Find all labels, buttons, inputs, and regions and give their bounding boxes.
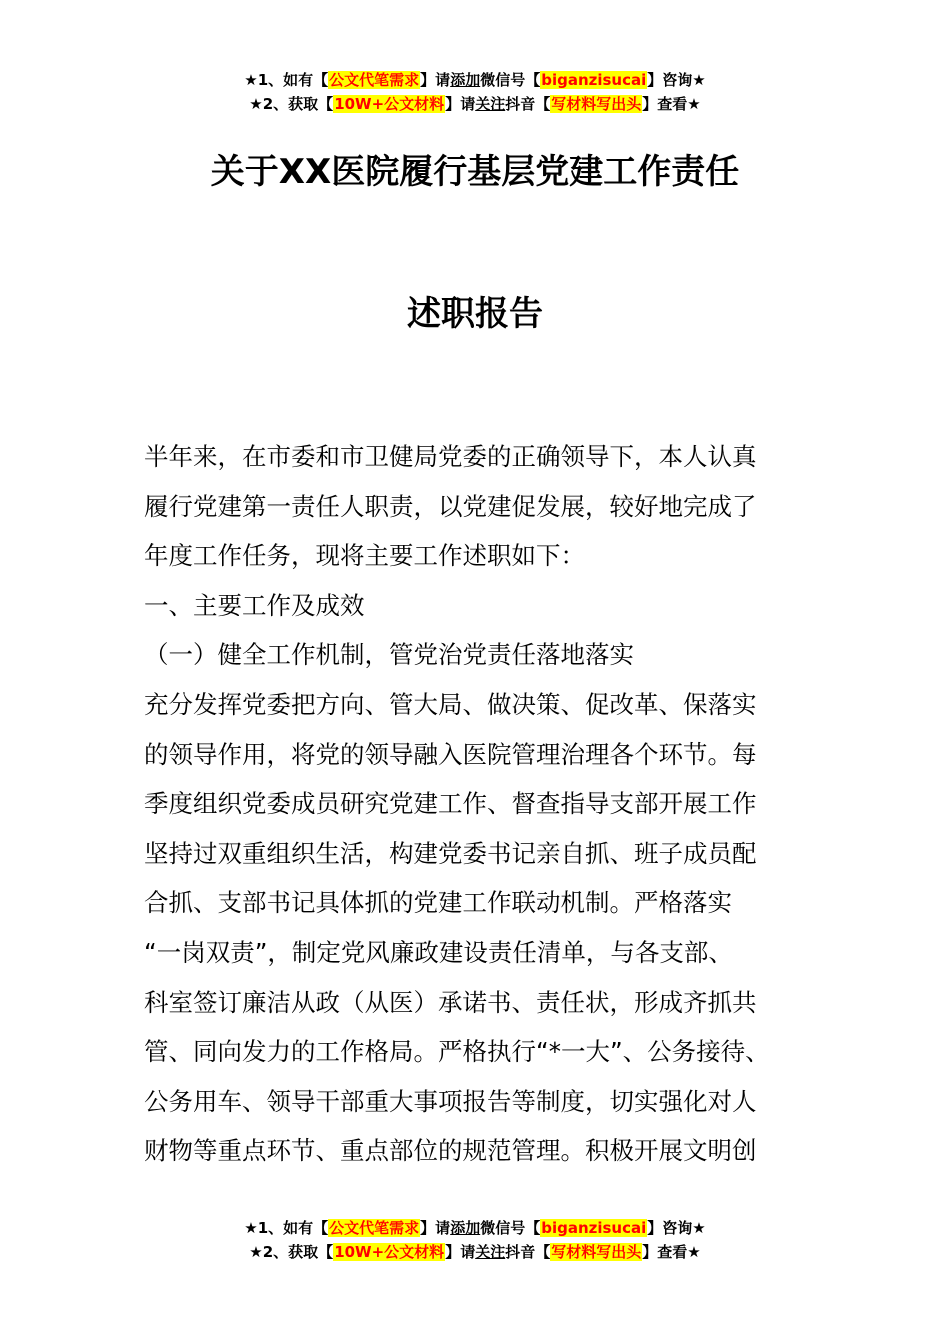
banner-line-2: ★2、获取【10W+公文材料】请关注抖音【写材料写出头】查看★	[249, 95, 701, 113]
document-title: 关于XX医院履行基层党建工作责任	[210, 152, 740, 192]
banner-highlight: 写材料写出头	[551, 95, 642, 113]
section-heading: 一、主要工作及成效	[144, 590, 365, 620]
banner-highlight: 写材料写出头	[551, 1243, 642, 1261]
body-line: 坚持过双重组织生活，构建党委书记亲自抓、班子成员配	[144, 838, 757, 868]
subsection-heading: （一）健全工作机制，管党治党责任落地落实	[144, 640, 634, 670]
document-title-line-2: 述职报告	[407, 294, 543, 334]
body-line: 半年来，在市委和市卫健局党委的正确领导下，本人认真	[144, 442, 757, 471]
banner-line-1: ★1、如有【公文代笔需求】请添加微信号【biganzisucai】咨询★	[244, 1219, 706, 1237]
banner-highlight: 10W+公文材料	[334, 95, 445, 113]
body-line: 合抓、支部书记具体抓的党建工作联动机制。严格落实	[144, 888, 732, 918]
body-line: 履行党建第一责任人职责，以党建促发展，较好地完成了	[144, 491, 757, 521]
body-line: 管、同向发力的工作格局。严格执行“*一大”、公务接待、	[144, 1037, 770, 1067]
banner-highlight: 公文代笔需求	[329, 1219, 420, 1237]
banner-line-2: ★2、获取【10W+公文材料】请关注抖音【写材料写出头】查看★	[249, 1243, 701, 1261]
banner-highlight: 10W+公文材料	[334, 1243, 445, 1261]
body-line: 年度工作任务，现将主要工作述职如下：	[144, 541, 585, 571]
body-line: “一岗双责”，制定党风廉政建设责任清单，与各支部、	[144, 937, 733, 967]
body-line: 财物等重点环节、重点部位的规范管理。积极开展文明创	[144, 1136, 757, 1166]
body-line: 季度组织党委成员研究党建工作、督查指导支部开展工作	[144, 789, 757, 819]
body-line: 的领导作用，将党的领导融入医院管理治理各个环节。每	[144, 739, 757, 769]
banner-highlight: 公文代笔需求	[329, 71, 420, 89]
document-body	[144, 432, 824, 1176]
body-line: 充分发挥党委把方向、管大局、做决策、促改革、保落实	[144, 689, 757, 719]
header-banner	[0, 68, 950, 116]
footer-banner	[0, 1216, 950, 1264]
body-line: 公务用车、领导干部重大事项报告等制度，切实强化对人	[144, 1086, 757, 1116]
banner-line-1: ★1、如有【公文代笔需求】请添加微信号【biganzisucai】咨询★	[244, 71, 706, 89]
body-line: 科室签订廉洁从政（从医）承诺书、责任状，形成齐抓共	[144, 987, 757, 1017]
banner-highlight: biganzisucai	[541, 71, 647, 89]
banner-highlight: biganzisucai	[541, 1219, 647, 1237]
